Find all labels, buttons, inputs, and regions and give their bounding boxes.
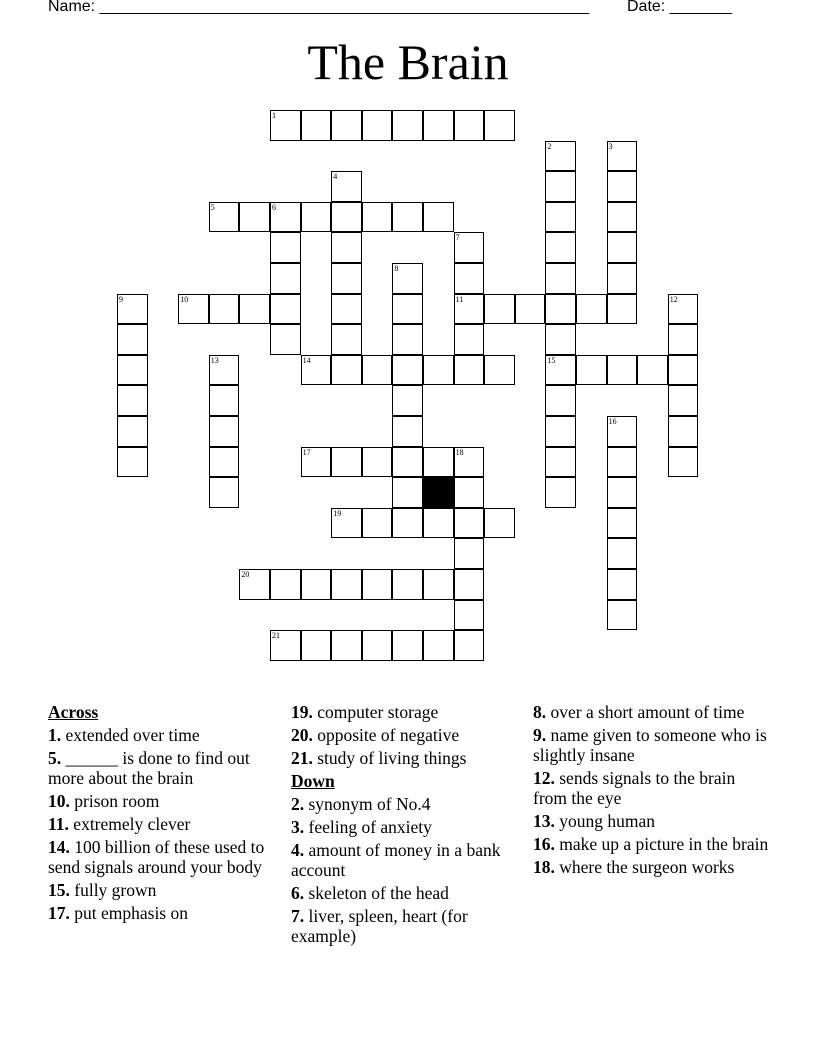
grid-cell[interactable] xyxy=(576,355,607,386)
clue-down-7: 7. liver, spleen, heart (for example) xyxy=(291,906,468,946)
grid-cell[interactable] xyxy=(454,630,485,661)
grid-cell[interactable] xyxy=(392,110,423,141)
grid-cell[interactable] xyxy=(209,385,240,416)
grid-cell[interactable] xyxy=(484,110,515,141)
grid-cell[interactable] xyxy=(423,508,454,539)
grid-cell[interactable] xyxy=(668,416,699,447)
grid-cell[interactable] xyxy=(423,110,454,141)
grid-cell[interactable] xyxy=(454,600,485,631)
grid-cell[interactable] xyxy=(392,569,423,600)
grid-cell[interactable] xyxy=(392,294,423,325)
grid-cell[interactable] xyxy=(117,355,148,386)
grid-cell[interactable] xyxy=(270,569,301,600)
clue-down-16: 16. make up a picture in the brain xyxy=(533,834,769,854)
clues-column-1 xyxy=(48,702,284,926)
grid-cell[interactable] xyxy=(392,263,423,294)
clue-across-1: 1. extended over time xyxy=(48,725,200,745)
grid-cell[interactable] xyxy=(607,232,638,263)
grid-cell[interactable] xyxy=(270,294,301,325)
grid-cell[interactable] xyxy=(117,324,148,355)
grid-cell[interactable] xyxy=(301,447,332,478)
grid-cell[interactable] xyxy=(607,477,638,508)
grid-cell[interactable] xyxy=(209,447,240,478)
grid-cell[interactable] xyxy=(423,630,454,661)
clue-number: 16 xyxy=(608,417,617,426)
grid-cell[interactable] xyxy=(607,447,638,478)
clue-across-14: 14. 100 billion of these used to send signals around your body xyxy=(48,837,265,877)
clue-across-20: 20. opposite of negative xyxy=(291,725,460,745)
grid-cell[interactable] xyxy=(117,447,148,478)
grid-cell[interactable] xyxy=(392,416,423,447)
clue-across-10: 10. prison room xyxy=(48,791,160,811)
grid-cell[interactable] xyxy=(637,355,668,386)
grid-cell[interactable] xyxy=(607,600,638,631)
grid-cell[interactable] xyxy=(239,202,270,233)
clues-column-3 xyxy=(533,702,769,880)
grid-cell[interactable] xyxy=(301,202,332,233)
grid-cell[interactable] xyxy=(362,110,393,141)
grid-cell[interactable] xyxy=(331,508,362,539)
grid-cell[interactable] xyxy=(668,294,699,325)
grid-cell[interactable] xyxy=(607,569,638,600)
grid-cell[interactable] xyxy=(454,569,485,600)
grid-cell[interactable] xyxy=(392,202,423,233)
grid-cell[interactable] xyxy=(454,294,485,325)
clue-number: 17 xyxy=(302,447,311,457)
grid-cell[interactable] xyxy=(607,355,638,386)
grid-cell[interactable] xyxy=(362,508,393,539)
clue-down-8: 8. over a short amount of time xyxy=(533,702,745,722)
grid-cell[interactable] xyxy=(301,355,332,386)
grid-cell[interactable] xyxy=(301,569,332,600)
clue-number: 2 xyxy=(547,141,552,151)
clue-number: 15 xyxy=(547,355,556,365)
grid-cell[interactable] xyxy=(607,508,638,539)
grid-cell[interactable] xyxy=(545,447,576,478)
grid-cell[interactable] xyxy=(117,416,148,447)
grid-cell[interactable] xyxy=(362,630,393,661)
grid-cell[interactable] xyxy=(668,447,699,478)
grid-cell[interactable] xyxy=(454,477,485,508)
grid-cell[interactable] xyxy=(270,630,301,661)
grid-cell[interactable] xyxy=(484,294,515,325)
grid-cell[interactable] xyxy=(545,385,576,416)
grid-cell[interactable] xyxy=(209,477,240,508)
grid-cell[interactable] xyxy=(301,110,332,141)
grid-cell[interactable] xyxy=(209,294,240,325)
grid-cell[interactable] xyxy=(270,324,301,355)
clue-across-17: 17. put emphasis on xyxy=(48,903,188,923)
clue-down-12: 12. sends signals to the brain from the eye xyxy=(533,768,736,808)
grid-cell[interactable] xyxy=(545,355,576,386)
grid-cell[interactable] xyxy=(331,324,362,355)
clue-number: 19 xyxy=(333,508,342,518)
clue-number: 14 xyxy=(302,355,311,365)
clue-number: 21 xyxy=(272,631,280,641)
grid-cell[interactable] xyxy=(392,630,423,661)
clue-number: 18 xyxy=(455,447,464,457)
grid-cell[interactable] xyxy=(117,294,148,325)
grid-cell[interactable] xyxy=(454,355,485,386)
clue-down-9: 9. name given to someone who is slightly insane xyxy=(533,725,767,765)
grid-cell[interactable] xyxy=(270,232,301,263)
grid-cell[interactable] xyxy=(545,202,576,233)
clue-number: 1 xyxy=(272,111,276,120)
puzzle-title: The Brain xyxy=(307,34,509,90)
grid-cell[interactable] xyxy=(515,294,546,325)
grid-cell[interactable] xyxy=(423,355,454,386)
black-square xyxy=(423,477,454,508)
clue-down-6: 6. skeleton of the head xyxy=(291,883,449,903)
grid-cell[interactable] xyxy=(668,355,699,386)
clue-across-5: 5. ______ is done to find out more about the brain xyxy=(48,748,250,788)
clue-number: 13 xyxy=(210,355,219,365)
grid-cell[interactable] xyxy=(331,569,362,600)
grid-cell[interactable] xyxy=(484,355,515,386)
date-field[interactable]: Date: _______ xyxy=(627,0,732,15)
grid-cell[interactable] xyxy=(545,477,576,508)
grid-cell[interactable] xyxy=(362,202,393,233)
clue-number: 20 xyxy=(241,570,250,579)
grid-cell[interactable] xyxy=(607,416,638,447)
grid-cell[interactable] xyxy=(392,508,423,539)
grid-cell[interactable] xyxy=(545,416,576,447)
grid-cell[interactable] xyxy=(607,171,638,202)
clue-across-15: 15. fully grown xyxy=(48,880,157,900)
grid-cell[interactable] xyxy=(362,447,393,478)
grid-cell[interactable] xyxy=(117,385,148,416)
grid-cell[interactable] xyxy=(331,110,362,141)
clue-number: 8 xyxy=(394,264,399,273)
grid-cell[interactable] xyxy=(392,477,423,508)
clue-number: 7 xyxy=(455,233,460,243)
grid-cell[interactable] xyxy=(270,263,301,294)
grid-cell[interactable] xyxy=(545,263,576,294)
grid-cell[interactable] xyxy=(239,294,270,325)
grid-cell[interactable] xyxy=(454,263,485,294)
grid-cell[interactable] xyxy=(331,447,362,478)
grid-cell[interactable] xyxy=(607,202,638,233)
grid-cell[interactable] xyxy=(454,324,485,355)
grid-cell[interactable] xyxy=(331,171,362,202)
grid-cell[interactable] xyxy=(331,232,362,263)
across-heading: Across xyxy=(48,702,99,722)
grid-cell[interactable] xyxy=(178,294,209,325)
grid-cell[interactable] xyxy=(423,447,454,478)
grid-cell[interactable] xyxy=(576,294,607,325)
name-field[interactable]: Name: _______________________________________________________ xyxy=(48,0,589,15)
grid-cell[interactable] xyxy=(209,355,240,386)
grid-cell[interactable] xyxy=(668,324,699,355)
grid-cell[interactable] xyxy=(331,630,362,661)
grid-cell[interactable] xyxy=(331,294,362,325)
clue-number: 6 xyxy=(272,202,276,212)
clue-down-3: 3. feeling of anxiety xyxy=(291,817,432,837)
grid-cell[interactable] xyxy=(607,538,638,569)
clue-across-19: 19. computer storage xyxy=(291,702,439,722)
grid-cell[interactable] xyxy=(392,447,423,478)
clue-down-18: 18. where the surgeon works xyxy=(533,857,735,877)
grid-cell[interactable] xyxy=(545,171,576,202)
clue-number: 3 xyxy=(608,141,613,151)
grid-cell[interactable] xyxy=(545,232,576,263)
clue-down-2: 2. synonym of No.4 xyxy=(291,794,431,814)
clue-down-13: 13. young human xyxy=(533,811,656,831)
grid-cell[interactable] xyxy=(607,263,638,294)
down-heading: Down xyxy=(291,771,335,791)
clue-down-4: 4. amount of money in a bank account xyxy=(291,840,501,880)
clue-number: 10 xyxy=(180,294,189,304)
grid-cell[interactable] xyxy=(423,569,454,600)
clue-number: 4 xyxy=(333,172,338,182)
clue-number: 5 xyxy=(210,202,215,212)
grid-cell[interactable] xyxy=(545,294,576,325)
grid-cell[interactable] xyxy=(454,508,485,539)
grid-cell[interactable] xyxy=(454,538,485,569)
grid-cell[interactable] xyxy=(392,385,423,416)
grid-cell[interactable] xyxy=(239,569,270,600)
grid-cell[interactable] xyxy=(454,110,485,141)
grid-cell[interactable] xyxy=(362,355,393,386)
grid-cell[interactable] xyxy=(270,202,301,233)
grid-cell[interactable] xyxy=(545,141,576,172)
grid-cell[interactable] xyxy=(668,385,699,416)
grid-cell[interactable] xyxy=(392,324,423,355)
grid-cell[interactable] xyxy=(301,630,332,661)
grid-cell[interactable] xyxy=(331,355,362,386)
crossword-grid xyxy=(117,110,699,661)
grid-cell[interactable] xyxy=(454,447,485,478)
clue-number: 11 xyxy=(455,294,464,304)
grid-cell[interactable] xyxy=(545,324,576,355)
grid-cell[interactable] xyxy=(484,508,515,539)
grid-cell[interactable] xyxy=(331,263,362,294)
clue-number: 12 xyxy=(669,294,678,304)
clue-across-11: 11. extremely clever xyxy=(48,814,191,834)
grid-cell[interactable] xyxy=(362,569,393,600)
clue-number: 9 xyxy=(119,294,123,304)
grid-cell[interactable] xyxy=(454,232,485,263)
grid-cell[interactable] xyxy=(331,202,362,233)
grid-cell[interactable] xyxy=(209,202,240,233)
grid-cell[interactable] xyxy=(209,416,240,447)
worksheet-header xyxy=(48,0,748,20)
grid-cell[interactable] xyxy=(607,294,638,325)
clues-column-2 xyxy=(291,702,527,949)
grid-cell[interactable] xyxy=(270,110,301,141)
grid-cell[interactable] xyxy=(392,355,423,386)
grid-cell[interactable] xyxy=(607,141,638,172)
clue-across-21: 21. study of living things xyxy=(291,748,467,768)
grid-cell[interactable] xyxy=(423,202,454,233)
